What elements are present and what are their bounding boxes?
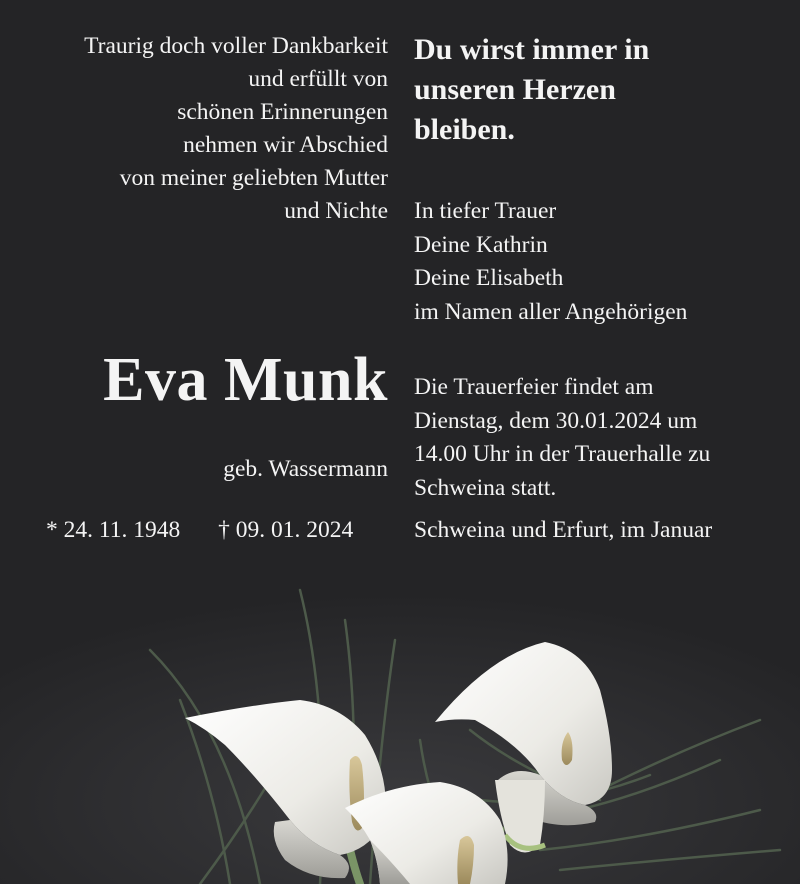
- headline: [414, 30, 794, 150]
- life-dates: [46, 513, 353, 547]
- service-line: 14.00 Uhr in der Trauerhalle zu: [414, 441, 711, 467]
- intro-line: und erfüllt von: [248, 66, 388, 92]
- intro-line: Traurig doch voller Dankbarkeit: [84, 33, 388, 59]
- intro-text: [0, 30, 388, 228]
- headline-line: unseren Herzen: [414, 73, 616, 106]
- calla-lilies-icon: [0, 560, 800, 884]
- mourners-line: Deine Kathrin: [414, 231, 548, 258]
- service-line: Dienstag, dem 30.01.2024 um: [414, 407, 698, 434]
- service-line: Die Trauerfeier findet am: [414, 374, 654, 400]
- mourners-line: Deine Elisabeth: [414, 265, 564, 291]
- place-date: Schweina und Erfurt, im Januar: [414, 517, 713, 543]
- deceased-name: Eva Munk: [103, 346, 388, 414]
- service-info: [414, 371, 710, 505]
- intro-line: von meiner geliebten Mutter: [119, 165, 388, 191]
- headline-line: Du wirst immer in: [414, 33, 650, 66]
- headline-line: bleiben.: [414, 113, 515, 146]
- service-line: Schweina statt.: [414, 474, 557, 501]
- birth-date: * 24. 11. 1948: [46, 517, 181, 543]
- mourners-line: im Namen aller Angehörigen: [414, 298, 688, 325]
- intro-line: schönen Erinnerungen: [177, 99, 388, 125]
- intro-line: und Nichte: [284, 198, 388, 224]
- death-date: † 09. 01. 2024: [218, 517, 354, 543]
- intro-line: nehmen wir Abschied: [183, 132, 388, 158]
- birth-name: geb. Wassermann: [223, 456, 388, 482]
- mourners-block: [414, 195, 687, 329]
- mourners-line: In tiefer Trauer: [414, 198, 557, 224]
